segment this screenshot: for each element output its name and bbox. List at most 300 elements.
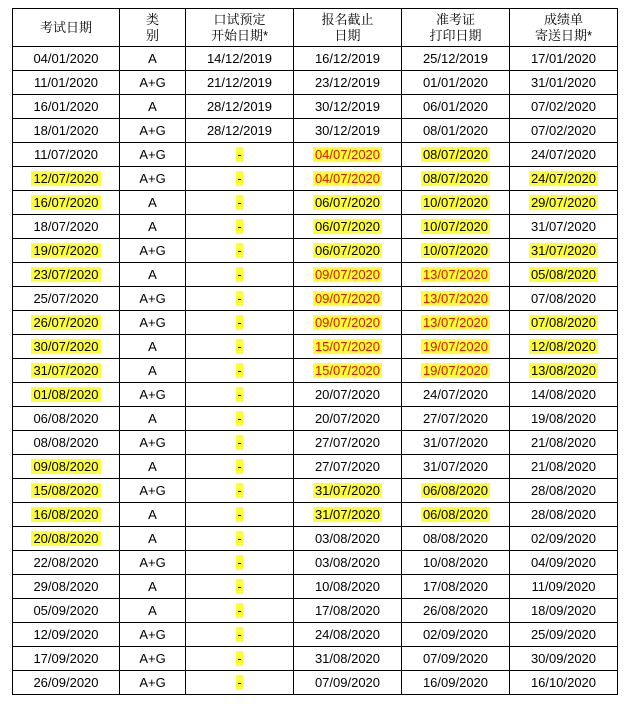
cell-score-report-date bbox=[510, 551, 618, 575]
cell-oral-exam-start-date bbox=[186, 647, 294, 671]
cell-category bbox=[120, 287, 186, 311]
cell-value: 09/07/2020 bbox=[314, 290, 381, 306]
cell-value: A+G bbox=[139, 626, 166, 642]
cell-value: 20/07/2020 bbox=[314, 386, 381, 402]
cell-value: - bbox=[237, 554, 242, 570]
cell-score-report-date bbox=[510, 671, 618, 695]
header-oral-exam-start-date bbox=[186, 9, 294, 47]
cell-value: 24/07/2020 bbox=[530, 170, 597, 186]
cell-value: 15/07/2020 bbox=[314, 338, 381, 354]
cell-score-report-date bbox=[510, 143, 618, 167]
cell-value: 24/08/2020 bbox=[314, 626, 381, 642]
cell-value: - bbox=[237, 458, 242, 474]
table-row bbox=[13, 239, 618, 263]
table-row bbox=[13, 479, 618, 503]
cell-category bbox=[120, 335, 186, 359]
cell-registration-deadline bbox=[294, 263, 402, 287]
cell-score-report-date bbox=[510, 503, 618, 527]
cell-value: 31/07/2020 bbox=[422, 434, 489, 450]
cell-value: A+G bbox=[139, 290, 166, 306]
table-row bbox=[13, 407, 618, 431]
cell-oral-exam-start-date bbox=[186, 407, 294, 431]
header-category bbox=[120, 9, 186, 47]
cell-admission-ticket-print-date bbox=[402, 527, 510, 551]
cell-value: 09/07/2020 bbox=[314, 266, 381, 282]
cell-value: 30/07/2020 bbox=[33, 338, 99, 354]
cell-value: A+G bbox=[139, 650, 166, 666]
table-row bbox=[13, 215, 618, 239]
cell-value: 31/01/2020 bbox=[530, 74, 597, 90]
cell-value: 03/08/2020 bbox=[314, 530, 381, 546]
cell-category bbox=[120, 527, 186, 551]
cell-exam-date bbox=[13, 71, 120, 95]
cell-value: 07/09/2020 bbox=[314, 674, 381, 690]
cell-value: 06/08/2020 bbox=[422, 482, 489, 498]
cell-score-report-date bbox=[510, 95, 618, 119]
cell-value: - bbox=[237, 170, 242, 186]
header-registration-deadline bbox=[294, 9, 402, 47]
cell-category bbox=[120, 503, 186, 527]
table-row bbox=[13, 71, 618, 95]
header-line: 日期 bbox=[334, 27, 361, 43]
cell-value: 16/09/2020 bbox=[422, 674, 489, 690]
cell-value: A bbox=[148, 338, 157, 354]
cell-registration-deadline bbox=[294, 167, 402, 191]
cell-value: 04/09/2020 bbox=[530, 554, 597, 570]
cell-value: 19/07/2020 bbox=[422, 338, 489, 354]
header-line: 别 bbox=[145, 27, 159, 43]
cell-value: - bbox=[237, 506, 242, 522]
cell-category bbox=[120, 671, 186, 695]
cell-value: 10/07/2020 bbox=[422, 194, 489, 210]
cell-admission-ticket-print-date bbox=[402, 407, 510, 431]
cell-value: 19/08/2020 bbox=[530, 410, 597, 426]
cell-value: 26/09/2020 bbox=[33, 674, 99, 690]
cell-oral-exam-start-date bbox=[186, 383, 294, 407]
cell-value: 21/08/2020 bbox=[530, 434, 597, 450]
cell-exam-date bbox=[13, 167, 120, 191]
cell-value: 30/12/2019 bbox=[314, 98, 381, 114]
cell-category bbox=[120, 71, 186, 95]
table-row bbox=[13, 383, 618, 407]
cell-value: 16/10/2020 bbox=[530, 674, 597, 690]
cell-score-report-date bbox=[510, 455, 618, 479]
cell-value: - bbox=[237, 218, 242, 234]
cell-value: 26/08/2020 bbox=[422, 602, 489, 618]
cell-category bbox=[120, 167, 186, 191]
cell-admission-ticket-print-date bbox=[402, 47, 510, 71]
cell-score-report-date bbox=[510, 191, 618, 215]
cell-value: A+G bbox=[139, 242, 166, 258]
cell-value: 31/07/2020 bbox=[530, 242, 597, 258]
header-line: 打印日期 bbox=[429, 27, 482, 43]
cell-registration-deadline bbox=[294, 671, 402, 695]
cell-value: 08/08/2020 bbox=[422, 530, 489, 546]
cell-exam-date bbox=[13, 191, 120, 215]
cell-category bbox=[120, 575, 186, 599]
cell-score-report-date bbox=[510, 479, 618, 503]
cell-value: A bbox=[148, 578, 157, 594]
cell-score-report-date bbox=[510, 311, 618, 335]
cell-value: - bbox=[237, 410, 242, 426]
cell-value: 08/07/2020 bbox=[422, 146, 489, 162]
cell-oral-exam-start-date bbox=[186, 575, 294, 599]
cell-exam-date bbox=[13, 287, 120, 311]
cell-category bbox=[120, 551, 186, 575]
cell-value: 13/08/2020 bbox=[530, 362, 597, 378]
cell-oral-exam-start-date bbox=[186, 455, 294, 479]
cell-exam-date bbox=[13, 503, 120, 527]
header-line: 口试预定 bbox=[213, 11, 266, 27]
cell-value: 10/07/2020 bbox=[422, 218, 489, 234]
cell-value: 10/07/2020 bbox=[422, 242, 489, 258]
cell-exam-date bbox=[13, 671, 120, 695]
cell-admission-ticket-print-date bbox=[402, 647, 510, 671]
table-row bbox=[13, 671, 618, 695]
cell-registration-deadline bbox=[294, 455, 402, 479]
cell-value: 08/01/2020 bbox=[422, 122, 489, 138]
cell-category bbox=[120, 263, 186, 287]
cell-exam-date bbox=[13, 335, 120, 359]
cell-admission-ticket-print-date bbox=[402, 71, 510, 95]
cell-registration-deadline bbox=[294, 335, 402, 359]
cell-registration-deadline bbox=[294, 287, 402, 311]
cell-value: 20/07/2020 bbox=[314, 410, 381, 426]
cell-value: 06/07/2020 bbox=[314, 242, 381, 258]
cell-exam-date bbox=[13, 479, 120, 503]
cell-value: 11/09/2020 bbox=[531, 578, 596, 594]
cell-value: 23/12/2019 bbox=[314, 74, 381, 90]
cell-admission-ticket-print-date bbox=[402, 455, 510, 479]
cell-category bbox=[120, 95, 186, 119]
cell-value: 05/09/2020 bbox=[33, 602, 99, 618]
cell-oral-exam-start-date bbox=[186, 599, 294, 623]
cell-value: 18/07/2020 bbox=[33, 218, 99, 234]
cell-oral-exam-start-date bbox=[186, 263, 294, 287]
table-body bbox=[13, 47, 618, 695]
cell-score-report-date bbox=[510, 575, 618, 599]
cell-admission-ticket-print-date bbox=[402, 623, 510, 647]
cell-value: 08/08/2020 bbox=[33, 434, 99, 450]
cell-registration-deadline bbox=[294, 71, 402, 95]
cell-value: 10/08/2020 bbox=[422, 554, 489, 570]
cell-value: 14/12/2019 bbox=[206, 50, 273, 66]
cell-value: 25/07/2020 bbox=[33, 290, 99, 306]
cell-value: A+G bbox=[139, 554, 166, 570]
cell-value: 06/07/2020 bbox=[314, 194, 381, 210]
cell-score-report-date bbox=[510, 215, 618, 239]
table-header bbox=[13, 9, 618, 47]
cell-category bbox=[120, 239, 186, 263]
cell-value: 02/09/2020 bbox=[530, 530, 597, 546]
cell-registration-deadline bbox=[294, 623, 402, 647]
cell-value: 31/07/2020 bbox=[314, 482, 381, 498]
cell-admission-ticket-print-date bbox=[402, 311, 510, 335]
cell-registration-deadline bbox=[294, 407, 402, 431]
cell-value: 06/08/2020 bbox=[422, 506, 489, 522]
cell-score-report-date bbox=[510, 383, 618, 407]
cell-oral-exam-start-date bbox=[186, 119, 294, 143]
cell-value: 25/09/2020 bbox=[530, 626, 597, 642]
cell-value: 27/07/2020 bbox=[422, 410, 489, 426]
cell-value: 30/09/2020 bbox=[530, 650, 597, 666]
cell-category bbox=[120, 191, 186, 215]
cell-value: 13/07/2020 bbox=[422, 290, 489, 306]
cell-exam-date bbox=[13, 431, 120, 455]
cell-score-report-date bbox=[510, 47, 618, 71]
cell-score-report-date bbox=[510, 239, 618, 263]
cell-value: A bbox=[148, 50, 157, 66]
cell-oral-exam-start-date bbox=[186, 431, 294, 455]
cell-value: - bbox=[237, 674, 242, 690]
table-row bbox=[13, 359, 618, 383]
cell-value: A bbox=[148, 458, 157, 474]
cell-value: A+G bbox=[139, 674, 166, 690]
cell-value: A+G bbox=[139, 314, 166, 330]
cell-admission-ticket-print-date bbox=[402, 479, 510, 503]
cell-exam-date bbox=[13, 359, 120, 383]
cell-value: 17/01/2020 bbox=[530, 50, 597, 66]
cell-registration-deadline bbox=[294, 95, 402, 119]
cell-value: 24/07/2020 bbox=[530, 146, 597, 162]
cell-value: 22/08/2020 bbox=[33, 554, 99, 570]
cell-exam-date bbox=[13, 215, 120, 239]
cell-value: A bbox=[148, 602, 157, 618]
cell-admission-ticket-print-date bbox=[402, 239, 510, 263]
cell-value: A bbox=[148, 362, 157, 378]
cell-value: 28/08/2020 bbox=[530, 482, 597, 498]
cell-score-report-date bbox=[510, 335, 618, 359]
cell-value: 28/08/2020 bbox=[530, 506, 597, 522]
cell-value: 25/12/2019 bbox=[422, 50, 489, 66]
cell-value: 21/12/2019 bbox=[206, 74, 273, 90]
cell-registration-deadline bbox=[294, 359, 402, 383]
cell-value: 17/08/2020 bbox=[314, 602, 381, 618]
table-row bbox=[13, 95, 618, 119]
cell-value: 19/07/2020 bbox=[422, 362, 489, 378]
table-row bbox=[13, 119, 618, 143]
table-row bbox=[13, 599, 618, 623]
cell-value: A bbox=[148, 410, 157, 426]
cell-value: A bbox=[148, 98, 157, 114]
cell-admission-ticket-print-date bbox=[402, 551, 510, 575]
cell-category bbox=[120, 623, 186, 647]
cell-value: 06/08/2020 bbox=[33, 410, 99, 426]
cell-score-report-date bbox=[510, 527, 618, 551]
cell-registration-deadline bbox=[294, 143, 402, 167]
cell-value: A bbox=[148, 194, 157, 210]
header-exam-date bbox=[13, 9, 120, 47]
cell-registration-deadline bbox=[294, 527, 402, 551]
cell-value: 02/09/2020 bbox=[422, 626, 489, 642]
header-line: 类 bbox=[145, 11, 159, 27]
cell-value: - bbox=[237, 362, 242, 378]
cell-value: A bbox=[148, 530, 157, 546]
table-row bbox=[13, 503, 618, 527]
exam-schedule-table bbox=[12, 8, 618, 695]
cell-registration-deadline bbox=[294, 239, 402, 263]
cell-value: 11/07/2020 bbox=[33, 146, 99, 162]
cell-admission-ticket-print-date bbox=[402, 599, 510, 623]
cell-registration-deadline bbox=[294, 647, 402, 671]
cell-registration-deadline bbox=[294, 431, 402, 455]
cell-value: - bbox=[237, 650, 242, 666]
header-line: 报名截止 bbox=[321, 11, 374, 27]
header-score-report-date bbox=[510, 9, 618, 47]
table-row bbox=[13, 335, 618, 359]
cell-admission-ticket-print-date bbox=[402, 503, 510, 527]
cell-registration-deadline bbox=[294, 599, 402, 623]
cell-value: 14/08/2020 bbox=[530, 386, 597, 402]
cell-oral-exam-start-date bbox=[186, 71, 294, 95]
cell-value: - bbox=[237, 434, 242, 450]
cell-value: 10/08/2020 bbox=[314, 578, 381, 594]
cell-value: 16/07/2020 bbox=[33, 194, 99, 210]
cell-category bbox=[120, 599, 186, 623]
cell-value: 04/07/2020 bbox=[314, 146, 381, 162]
cell-exam-date bbox=[13, 623, 120, 647]
cell-category bbox=[120, 215, 186, 239]
cell-category bbox=[120, 47, 186, 71]
cell-value: A bbox=[148, 506, 157, 522]
cell-oral-exam-start-date bbox=[186, 359, 294, 383]
cell-value: A+G bbox=[139, 386, 166, 402]
cell-category bbox=[120, 359, 186, 383]
cell-value: 15/07/2020 bbox=[314, 362, 381, 378]
cell-value: 28/12/2019 bbox=[206, 122, 273, 138]
table-row bbox=[13, 455, 618, 479]
cell-value: 15/08/2020 bbox=[33, 482, 99, 498]
cell-category bbox=[120, 119, 186, 143]
cell-value: A bbox=[148, 218, 157, 234]
cell-value: 04/07/2020 bbox=[314, 170, 381, 186]
table-row bbox=[13, 623, 618, 647]
cell-value: 26/07/2020 bbox=[33, 314, 99, 330]
cell-oral-exam-start-date bbox=[186, 527, 294, 551]
cell-exam-date bbox=[13, 239, 120, 263]
cell-value: - bbox=[237, 194, 242, 210]
cell-value: 31/07/2020 bbox=[33, 362, 99, 378]
cell-admission-ticket-print-date bbox=[402, 215, 510, 239]
cell-value: 05/08/2020 bbox=[530, 266, 597, 282]
cell-value: 17/09/2020 bbox=[33, 650, 99, 666]
cell-admission-ticket-print-date bbox=[402, 167, 510, 191]
cell-exam-date bbox=[13, 575, 120, 599]
cell-value: - bbox=[237, 482, 242, 498]
cell-value: A+G bbox=[139, 146, 166, 162]
cell-exam-date bbox=[13, 551, 120, 575]
cell-value: 09/07/2020 bbox=[314, 314, 381, 330]
cell-value: A+G bbox=[139, 122, 166, 138]
cell-value: A+G bbox=[139, 434, 166, 450]
table-row bbox=[13, 47, 618, 71]
cell-admission-ticket-print-date bbox=[402, 119, 510, 143]
table-row bbox=[13, 287, 618, 311]
table-row bbox=[13, 167, 618, 191]
cell-exam-date bbox=[13, 455, 120, 479]
cell-oral-exam-start-date bbox=[186, 551, 294, 575]
cell-oral-exam-start-date bbox=[186, 167, 294, 191]
cell-value: 27/07/2020 bbox=[314, 434, 381, 450]
header-line: 成绩单 bbox=[543, 11, 583, 27]
cell-score-report-date bbox=[510, 287, 618, 311]
cell-exam-date bbox=[13, 95, 120, 119]
cell-value: - bbox=[237, 242, 242, 258]
cell-admission-ticket-print-date bbox=[402, 359, 510, 383]
cell-registration-deadline bbox=[294, 47, 402, 71]
cell-value: 07/02/2020 bbox=[530, 98, 597, 114]
cell-registration-deadline bbox=[294, 575, 402, 599]
cell-admission-ticket-print-date bbox=[402, 671, 510, 695]
cell-value: 13/07/2020 bbox=[422, 266, 489, 282]
cell-value: 21/08/2020 bbox=[530, 458, 597, 474]
cell-oral-exam-start-date bbox=[186, 215, 294, 239]
cell-value: 13/07/2020 bbox=[422, 314, 489, 330]
cell-exam-date bbox=[13, 47, 120, 71]
table-row bbox=[13, 311, 618, 335]
cell-category bbox=[120, 647, 186, 671]
cell-admission-ticket-print-date bbox=[402, 191, 510, 215]
cell-value: 19/07/2020 bbox=[33, 242, 99, 258]
cell-value: 31/07/2020 bbox=[530, 218, 597, 234]
cell-admission-ticket-print-date bbox=[402, 143, 510, 167]
cell-value: - bbox=[237, 266, 242, 282]
cell-category bbox=[120, 455, 186, 479]
cell-exam-date bbox=[13, 407, 120, 431]
cell-value: 27/07/2020 bbox=[314, 458, 381, 474]
cell-oral-exam-start-date bbox=[186, 287, 294, 311]
cell-value: 29/07/2020 bbox=[530, 194, 597, 210]
cell-exam-date bbox=[13, 647, 120, 671]
cell-score-report-date bbox=[510, 71, 618, 95]
cell-admission-ticket-print-date bbox=[402, 263, 510, 287]
cell-admission-ticket-print-date bbox=[402, 575, 510, 599]
cell-value: - bbox=[237, 146, 242, 162]
cell-exam-date bbox=[13, 383, 120, 407]
cell-value: 16/01/2020 bbox=[33, 98, 99, 114]
cell-registration-deadline bbox=[294, 503, 402, 527]
cell-exam-date bbox=[13, 143, 120, 167]
cell-value: - bbox=[237, 290, 242, 306]
cell-admission-ticket-print-date bbox=[402, 95, 510, 119]
cell-registration-deadline bbox=[294, 215, 402, 239]
cell-value: - bbox=[237, 386, 242, 402]
cell-category bbox=[120, 143, 186, 167]
cell-value: - bbox=[237, 602, 242, 618]
cell-value: 06/01/2020 bbox=[422, 98, 489, 114]
cell-category bbox=[120, 479, 186, 503]
cell-value: 09/08/2020 bbox=[33, 458, 99, 474]
cell-value: 29/08/2020 bbox=[33, 578, 99, 594]
cell-oral-exam-start-date bbox=[186, 671, 294, 695]
cell-value: - bbox=[237, 338, 242, 354]
cell-value: 31/07/2020 bbox=[314, 506, 381, 522]
cell-category bbox=[120, 407, 186, 431]
cell-score-report-date bbox=[510, 263, 618, 287]
header-line: 开始日期* bbox=[210, 27, 269, 43]
cell-exam-date bbox=[13, 527, 120, 551]
header-row bbox=[13, 9, 618, 47]
cell-admission-ticket-print-date bbox=[402, 335, 510, 359]
cell-exam-date bbox=[13, 599, 120, 623]
cell-value: 24/07/2020 bbox=[422, 386, 489, 402]
cell-score-report-date bbox=[510, 647, 618, 671]
cell-registration-deadline bbox=[294, 191, 402, 215]
cell-score-report-date bbox=[510, 599, 618, 623]
header-line: 准考证 bbox=[435, 11, 475, 27]
cell-exam-date bbox=[13, 263, 120, 287]
cell-category bbox=[120, 383, 186, 407]
